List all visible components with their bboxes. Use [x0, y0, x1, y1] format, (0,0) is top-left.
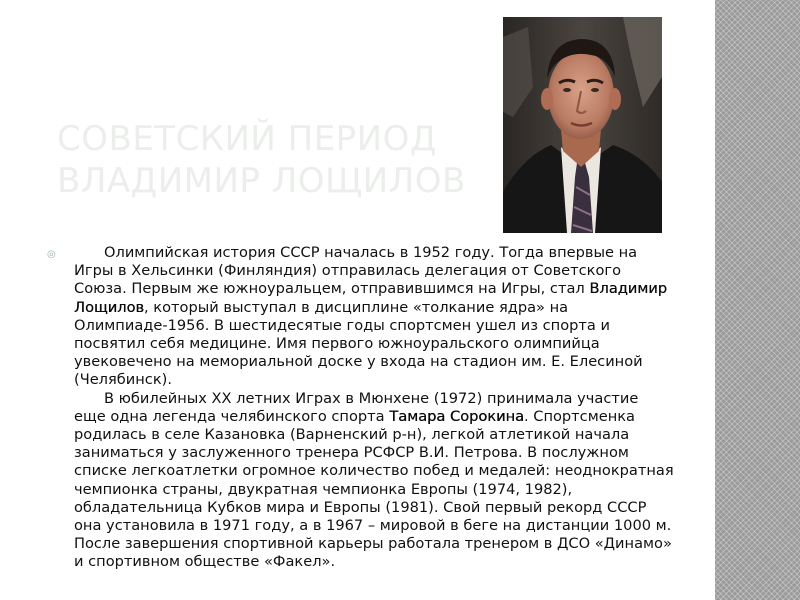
paragraph-2-text-b: . Спортсменка родилась в селе Казановка (Варненский р-н), легкой атлетикой начала заниматься у заслуженного тренера РСФСР В.И. Петрова. В послужном списке легкоатлетки огромное количество побед и медалей: неоднократная чемпионка страны, двукратная чемпионка Европы (1974, 1982), обладательница Кубков мира и Европы (1981). Свой первый рекорд СССР она установила в 1971 году, а в 1967 – мировой в беге на дистанции 1000 м. После завершения спортивной карьеры работала тренером в ДСО «Динамо» и спортивном обществе «Факел».: [74, 407, 674, 571]
decorative-side-band: [715, 0, 800, 600]
highlighted-name-loshchilov: Владимир Лощилов: [74, 280, 667, 316]
circle-bullet-icon: ◎: [47, 249, 56, 260]
slide-body-text: [74, 244, 674, 572]
slide-title-line-1: СОВЕТСКИЙ ПЕРИОД: [57, 119, 437, 159]
paragraph-loshchilov: [74, 244, 674, 390]
paragraph-2-text-a: В юбилейных XX летних Играх в Мюнхене (1972) принимала участие еще одна легенда челябинского спорта: [74, 389, 639, 425]
paragraph-1-text-b: , который выступал в дисциплине «толкание ядра» на Олимпиаде-1956. В шестидесятые годы спортсмен ушел из спорта и посвятил себя медицине. Имя первого южноуральского олимпийца увековечено на мемориальной доске у входа на стадион им. Е. Елесиной (Челябинск).: [74, 298, 643, 389]
slide-title: [57, 118, 466, 202]
paragraph-1-text-a: Олимпийская история СССР началась в 1952 году. Тогда впервые на Игры в Хельсинки (Финляндия) отправилась делегация от Советского Союза. Первым же южноуральцем, отправившимся на Игры, стал: [74, 244, 638, 298]
highlighted-name-sorokina: Тамара Сорокина: [389, 407, 524, 425]
paragraph-sorokina: [74, 390, 674, 572]
portrait-photo: [503, 17, 662, 233]
slide-title-line-2: ВЛАДИМИР ЛОЩИЛОВ: [57, 161, 466, 201]
